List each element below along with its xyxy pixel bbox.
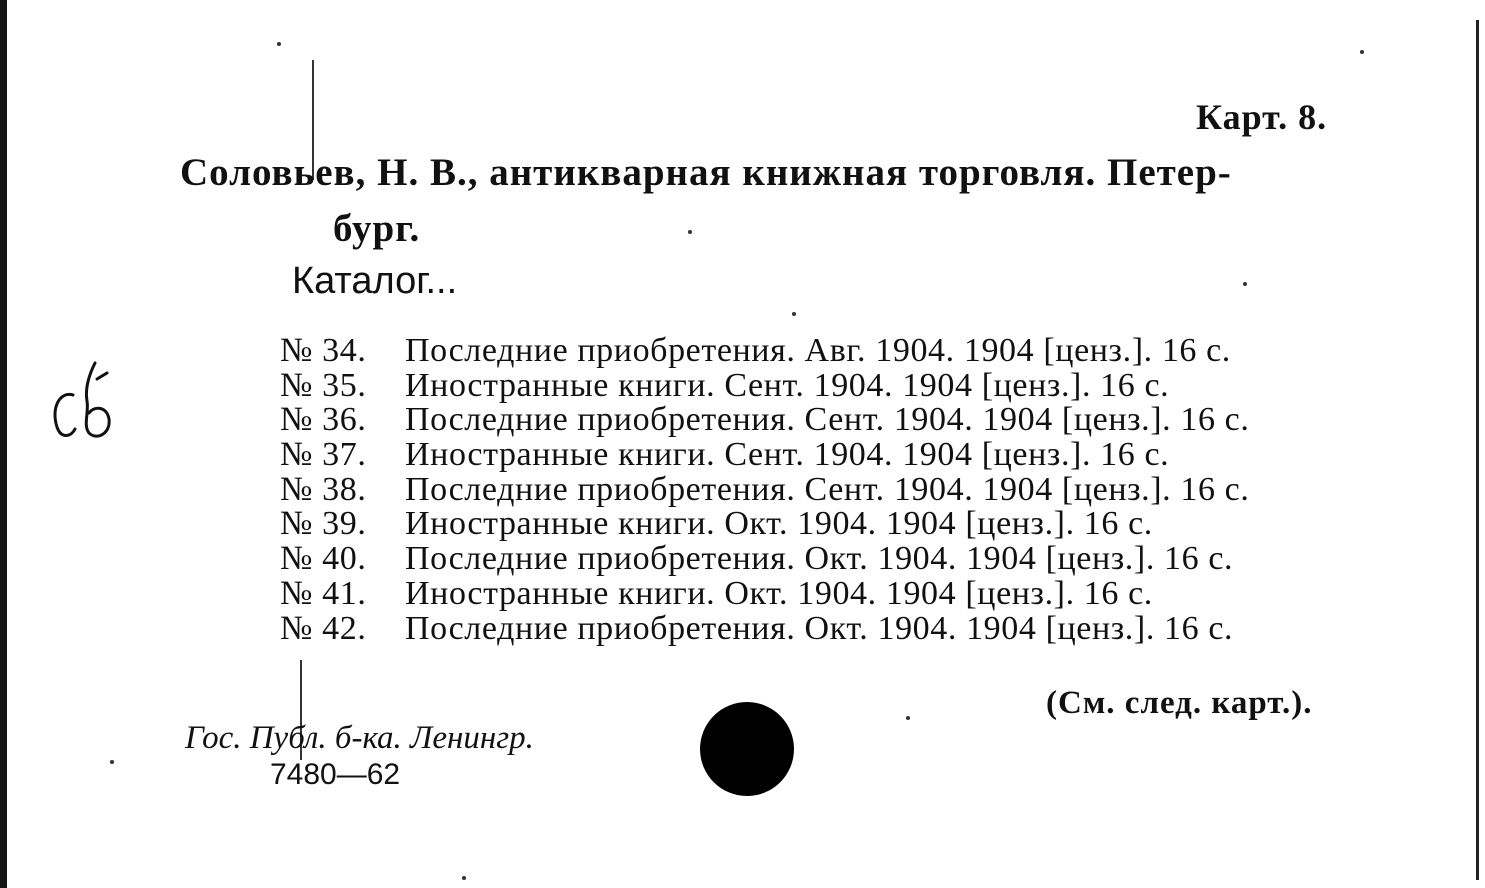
catalog-subtitle: Каталог... <box>292 260 458 302</box>
punch-hole <box>700 702 794 796</box>
heading-line-2: бург. <box>333 207 421 250</box>
library-holder: Гос. Публ. б-ка. Ленингр. <box>185 720 534 756</box>
issue-description: Последние приобретения. Окт. 1904. 1904 [ценз.]. 16 с. <box>405 609 1234 647</box>
list-item <box>280 574 1249 612</box>
list-item <box>280 609 1249 647</box>
issue-number: № 37. <box>280 436 367 474</box>
scan-edge-right <box>1476 20 1479 880</box>
list-item <box>280 334 1249 369</box>
issue-description: Последние приобретения. Сент. 1904. 1904 [ценз.]. 16 с. <box>405 401 1250 439</box>
issue-number: № 40. <box>280 540 367 578</box>
issue-number: № 42. <box>280 609 367 647</box>
heading-line-1: Соловьев, Н. В., антикварная книжная торговля. Петер- <box>180 151 1232 194</box>
scan-speck <box>462 876 466 880</box>
issue-description: Последние приобретения. Авг. 1904. 1904 [ценз.]. 16 с. <box>405 332 1231 369</box>
scan-speck <box>792 312 796 316</box>
see-next-card-note: (См. след. карт.). <box>1046 685 1313 721</box>
issue-number: № 38. <box>280 470 367 508</box>
list-item <box>280 507 1249 542</box>
list-item <box>280 366 1249 404</box>
issue-description: Иностранные книги. Сент. 1904. 1904 [ценз.]. 16 с. <box>405 366 1170 404</box>
list-item <box>280 470 1250 508</box>
issue-list <box>280 334 1249 646</box>
list-item <box>280 542 1249 577</box>
issue-number: № 41. <box>280 574 367 612</box>
scan-speck <box>110 760 114 764</box>
scan-speck <box>1243 282 1247 286</box>
issue-number: № 35. <box>280 366 367 404</box>
issue-description: Иностранные книги. Сент. 1904. 1904 [ценз.]. 16 с. <box>405 436 1170 474</box>
issue-description: Последние приобретения. Сент. 1904. 1904 [ценз.]. 16 с. <box>405 470 1250 508</box>
issue-number: № 36. <box>280 401 367 439</box>
issue-description: Иностранные книги. Окт. 1904. 1904 [ценз.]. 16 с. <box>405 574 1153 612</box>
card-number: Карт. 8. <box>1196 97 1328 137</box>
scan-speck <box>688 230 692 234</box>
scan-edge-left <box>0 0 7 888</box>
call-number: 7480—62 <box>270 758 401 791</box>
scan-speck <box>1360 50 1364 54</box>
issue-description: Последние приобретения. Окт. 1904. 1904 [ценз.]. 16 с. <box>405 540 1234 578</box>
scan-speck <box>277 42 281 46</box>
issue-description: Иностранные книги. Окт. 1904. 1904 [ценз.]. 16 с. <box>405 505 1153 543</box>
list-item <box>280 403 1249 438</box>
scan-speck <box>906 716 910 720</box>
issue-number: № 34. <box>280 332 367 369</box>
handwritten-mark-icon <box>45 355 125 445</box>
issue-number: № 39. <box>280 505 367 543</box>
list-item <box>280 438 1249 473</box>
